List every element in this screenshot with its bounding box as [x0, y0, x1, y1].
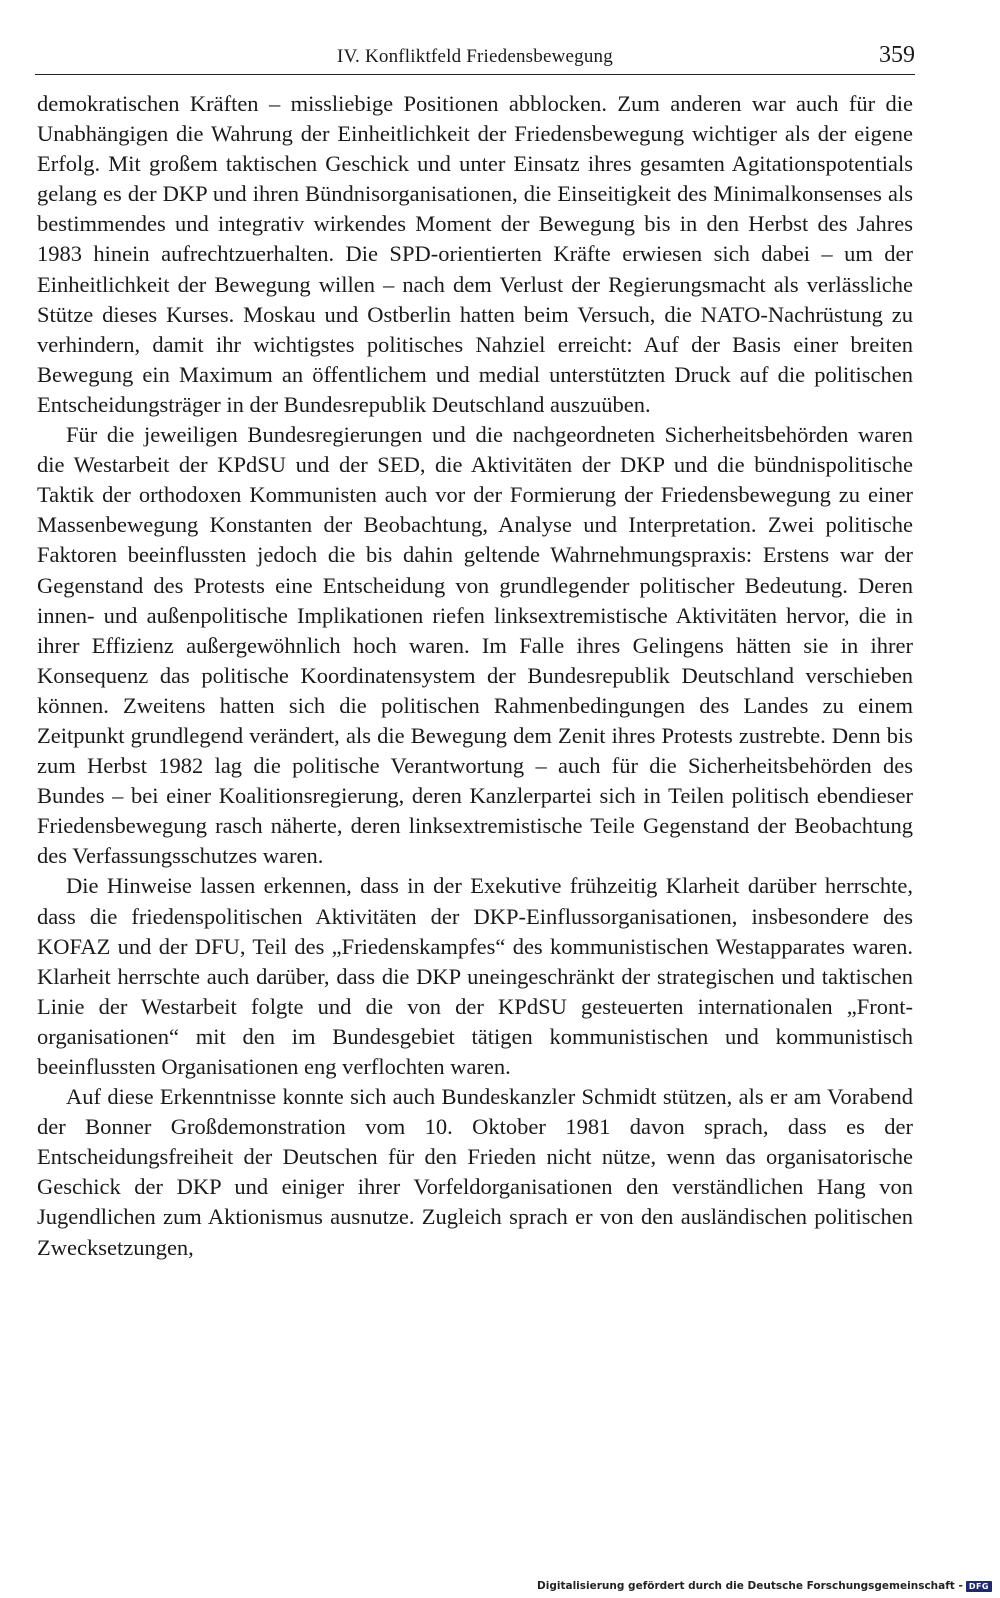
paragraph-3: Die Hinweise lassen erkennen, dass in der Exekutive frühzeitig Klarheit darüber herrschte, dass die friedenspolitischen Aktivitäten der DKP-Einflussorganisationen, insbesondere des KOFAZ und der DFU, Teil des „Friedenskampfes“ des kommunistischen Westapparates waren. Klarheit herrschte auch darüber, dass die DKP uneingeschränkt der strategischen und taktischen Linie der Westarbeit folgte und die von der KPdSU gesteuerten internationalen „Frontorganisationen“ mit den im Bundesgebiet tätigen kommunistischen und kommunistisch beeinflussten Organisationen eng verflochten waren.	[37, 873, 913, 1079]
dfg-logo-icon: DFG	[966, 1581, 992, 1592]
running-title: IV. Konfliktfeld Friedensbewegung	[337, 46, 613, 67]
digitization-credit	[537, 1580, 992, 1592]
body-text	[37, 89, 913, 1263]
paragraph-2: Für die jeweiligen Bundesregierungen und die nachgeordneten Sicherheitsbehörden waren die Westarbeit der KPdSU und der SED, die Aktivitäten der DKP und die bündnispolitische Taktik der orthodoxen Kommunisten auch vor der Formierung der Friedensbewegung zu einer Massenbewegung Konstanten der Beobachtung, Analyse und Interpretation. Zwei politische Faktoren beeinflussten jedoch die bis dahin geltende Wahrnehmungspraxis: Erstens war der Gegenstand des Protests eine Entscheidung von grundlegender politischer Bedeutung. Deren innen- und außenpolitische Implikationen riefen linksextremistische Aktivitäten hervor, die in ihrer Effizienz außergewöhnlich hoch waren. Im Falle ihres Gelingens hätten sie in ihrer Konsequenz das politische Koordinatensystem der Bundesrepublik Deutschland verschieben können. Zweitens hatten sich die politischen Rahmenbedingungen des Landes zu einem Zeitpunkt grundlegend verändert, als die Bewegung dem Zenit ihres Protests zustrebte. Denn bis zum Herbst 1982 lag die politische Verantwortung – auch für die Sicherheitsbehörden des Bundes – bei einer Koalitionsregierung, deren Kanzlerpartei sich in Teilen politisch ebendieser Friedensbewegung rasch näherte, deren linksextremistische Teile Gegenstand der Beobachtung des Verfassungsschutzes waren.	[37, 422, 913, 869]
paragraph-4: Auf diese Erkenntnisse konnte sich auch Bundeskanzler Schmidt stützen, als er am Vorabend der Bonner Großdemonstration vom 10. Oktober 1981 davon sprach, dass es der Entscheidungsfreiheit der Deutschen für den Frieden nicht nütze, wenn das organisatorische Geschick der DKP und einiger ihrer Vorfeldorganisationen den verständlichen Hang von Jugendlichen zum Aktionismus ausnutze. Zugleich sprach er von den ausländischen politischen Zwecksetzungen,	[37, 1084, 913, 1260]
credit-text: Digitalisierung gefördert durch die Deutsche Forschungsgemeinschaft -	[537, 1580, 963, 1592]
running-header	[35, 44, 915, 75]
paragraph-1: demokratischen Kräften – missliebige Positionen abblocken. Zum anderen war auch für die Unabhängigen die Wahrung der Einheitlichkeit der Friedensbewegung wichtiger als der eigene Erfolg. Mit großem taktischen Geschick und unter Einsatz ihres gesamten Agitationspotentials gelang es der DKP und ihren Bündnisorganisationen, die Einseitigkeit des Minimalkonsenses als bestimmendes und integrativ wirkendes Moment der Bewegung bis in den Herbst des Jahres 1983 hinein aufrechtzuerhalten. Die SPD-orientierten Kräfte erwiesen sich dabei – um der Einheitlichkeit der Bewegung willen – nach dem Verlust der Regierungsmacht als verlässliche Stütze dieses Kurses. Moskau und Ostberlin hatten beim Versuch, die NATO-Nachrüstung zu verhindern, damit ihr wichtigstes politisches Nahziel erreicht: Auf der Basis einer breiten Bewegung ein Maximum an öffentlichem und medial unterstützten Druck auf die politischen Entscheidungsträger in der Bundesrepublik Deutschland auszuüben.	[37, 91, 913, 417]
page-number: 359	[879, 42, 915, 68]
